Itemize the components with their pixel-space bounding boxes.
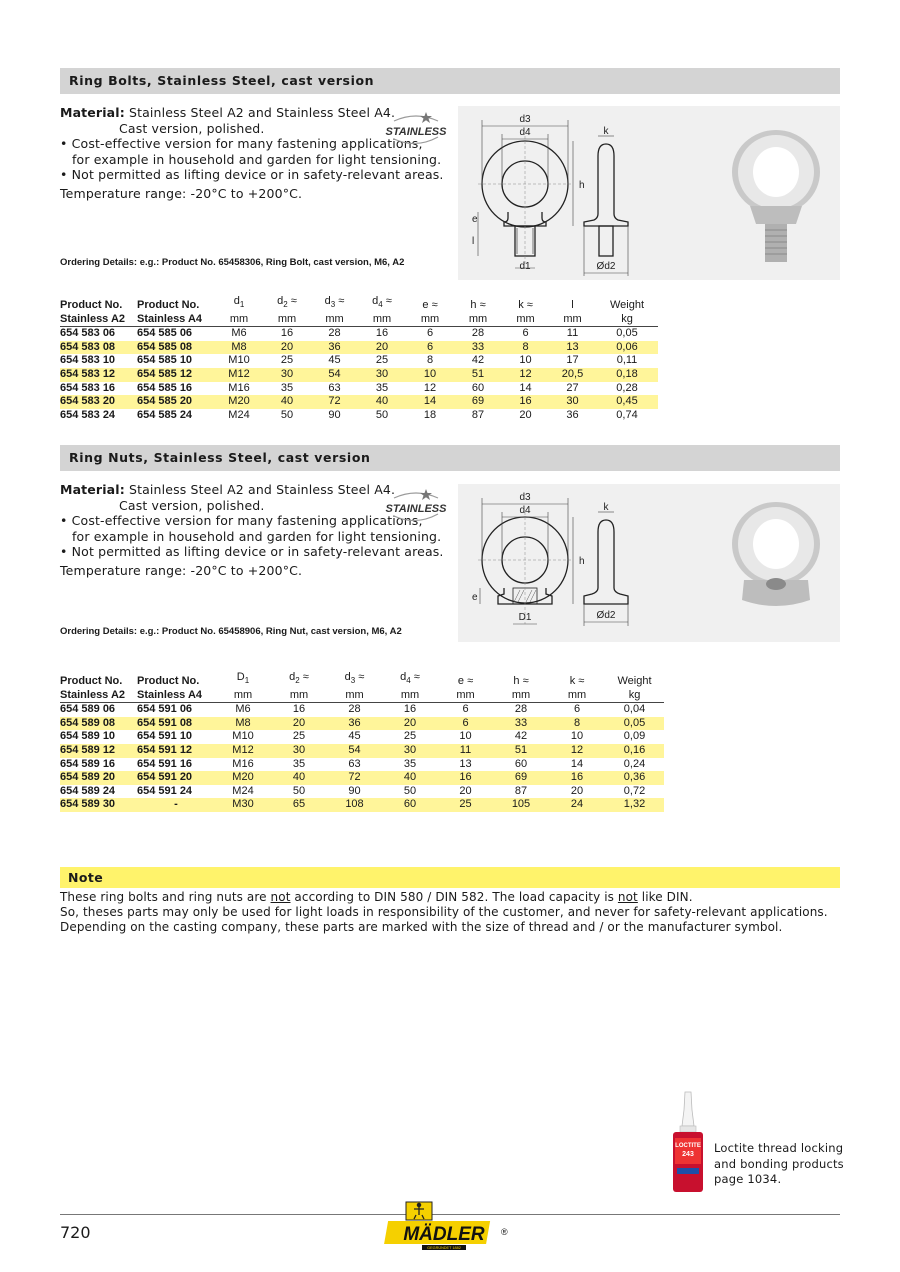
table-cell: 50 [292, 784, 306, 797]
table-cell: 654 583 08 [60, 341, 137, 355]
col-unit: mm [406, 312, 454, 327]
ring-bolts-title: Ring Bolts, Stainless Steel, cast version [69, 73, 375, 88]
col-unit: mm [263, 312, 311, 327]
table-cell: 14 [570, 757, 584, 770]
dim-e: e [472, 592, 478, 603]
col-unit: Stainless A2 [60, 312, 137, 327]
table-cell: 25 [438, 798, 493, 812]
table-cell: 654 591 06 [137, 703, 193, 716]
table-row [60, 744, 664, 758]
loctite-bottle-image[interactable] [668, 1090, 708, 1195]
table-cell: 30 [382, 744, 438, 758]
table-header-row [60, 294, 658, 312]
table-cell: 30 [263, 368, 311, 382]
col-header: Weight [617, 675, 652, 688]
table-row [60, 382, 658, 396]
table-cell: 33 [493, 717, 549, 731]
col-header: e ≈ [457, 675, 474, 688]
table-cell: 35 [403, 757, 417, 770]
table-cell: 72 [327, 771, 382, 785]
table-cell: 35 [292, 757, 306, 770]
table-cell: 42 [514, 730, 528, 743]
table-cell: M8 [215, 341, 263, 355]
maedler-logo-subtext: GEGRÜNDET 1882 [427, 1246, 461, 1251]
table-cell: 17 [566, 354, 579, 367]
table-cell: 0,45 [596, 395, 658, 409]
table-cell: 45 [348, 730, 361, 743]
loctite-page-link[interactable]: page 1034. [714, 1172, 782, 1186]
table-cell: 87 [471, 408, 485, 421]
table-cell: 0,74 [616, 408, 638, 421]
table-cell: 54 [327, 744, 382, 758]
page-number: 720 [60, 1223, 91, 1242]
table-cell: 0,36 [605, 771, 664, 785]
col-unit: Stainless A2 [60, 688, 137, 703]
col-header: k ≈ [569, 675, 585, 688]
table-cell: 10 [519, 354, 532, 367]
temperature-range: Temperature range: -20°C to +200°C. [60, 562, 303, 578]
table-cell: 10 [459, 730, 472, 743]
col-unit: mm [215, 688, 271, 703]
table-cell: 0,11 [616, 354, 638, 367]
table-cell: 87 [514, 784, 528, 797]
col-header: $D_1$ [236, 671, 250, 686]
dim-od2: Ød2 [596, 261, 616, 272]
table-cell: M10 [228, 354, 250, 367]
table-cell: 6 [438, 717, 493, 731]
table-cell: 14 [406, 395, 454, 409]
table-cell: 0,04 [623, 703, 646, 716]
note-line-1a: These ring bolts and ring nuts are [60, 890, 271, 904]
table-cell: 50 [403, 784, 417, 797]
loctite-line-2: and bonding products [714, 1156, 844, 1171]
loctite-line-1: Loctite thread locking [714, 1141, 844, 1155]
table-cell: 65 [271, 798, 327, 812]
col-unit: mm [549, 688, 605, 703]
table-row [60, 341, 658, 355]
bullet-2: Not permitted as lifting device or in safety-relevant areas. [71, 167, 444, 182]
col-header: Product No. [137, 299, 200, 312]
col-unit: mm [311, 312, 358, 327]
table-cell: 8 [426, 354, 434, 367]
col-header: h ≈ [470, 299, 486, 312]
table-cell: 6 [522, 327, 529, 340]
table-cell: 30 [549, 395, 596, 409]
table-cell: 654 589 08 [60, 717, 137, 731]
ring-nuts-title: Ring Nuts, Stainless Steel, cast version [69, 450, 371, 465]
table-cell: 0,72 [623, 784, 646, 797]
table-cell: 0,06 [596, 341, 658, 355]
table-cell: 16 [292, 703, 306, 716]
col-unit: mm [438, 688, 493, 703]
table-cell: 654 583 24 [60, 408, 116, 421]
stainless-logo-text: STAINLESS [385, 126, 447, 138]
table-cell: 20 [271, 717, 327, 731]
table-cell: M16 [232, 757, 254, 770]
table-cell: 60 [471, 381, 485, 394]
table-cell: 40 [358, 395, 406, 409]
table-cell: 105 [493, 798, 549, 812]
table-cell: 51 [454, 368, 502, 382]
table-cell: 20 [519, 408, 532, 421]
material-text: Stainless Steel A2 and Stainless Steel A4. [128, 482, 396, 497]
table-cell: 654 591 12 [137, 744, 215, 758]
table-header-row [60, 670, 664, 688]
table-cell: 25 [280, 354, 294, 367]
table-cell: M6 [231, 327, 247, 340]
table-row [60, 703, 664, 717]
table-cell: 16 [502, 395, 549, 409]
table-cell: 654 585 08 [137, 341, 215, 355]
dim-d3: d3 [519, 114, 531, 125]
table-cell: 16 [280, 327, 294, 340]
table-cell: 108 [327, 798, 382, 812]
table-cell: 0,09 [623, 730, 646, 743]
table-cell: 42 [471, 354, 485, 367]
col-header: $d_3$ ≈ [344, 671, 365, 686]
table-row [60, 327, 658, 341]
table-cell: 12 [502, 368, 549, 382]
table-cell: 12 [423, 381, 437, 394]
ring-bolts-section-header [60, 68, 840, 94]
dim-h: h [579, 556, 585, 567]
col-header: e ≈ [422, 299, 438, 312]
table-cell: 8 [502, 341, 549, 355]
col-header: $d_2$ ≈ [289, 671, 309, 686]
col-unit: mm [271, 688, 327, 703]
note-header [60, 867, 840, 888]
note-line-3: Depending on the casting company, these parts are marked with the size of thread and / or the manufacturer symbol. [60, 920, 783, 934]
table-cell: 6 [406, 341, 454, 355]
col-unit: mm [454, 312, 502, 327]
table-cell: 30 [271, 744, 327, 758]
table-cell: 27 [566, 381, 579, 394]
table-cell: 20 [263, 341, 311, 355]
dim-d1: d1 [519, 261, 531, 272]
table-cell: 0,05 [616, 327, 638, 340]
table-cell: 0,16 [605, 744, 664, 758]
table-cell: 25 [403, 730, 417, 743]
table-cell: 654 589 30 [60, 798, 137, 812]
stainless-logo [385, 111, 447, 147]
col-unit: mm [493, 688, 549, 703]
table-unit-row [60, 688, 664, 703]
table-cell: 28 [514, 703, 528, 716]
col-header: $d_4$ ≈ [372, 295, 392, 310]
bottle-number: 243 [682, 1151, 694, 1158]
table-cell: M12 [215, 368, 263, 382]
dim-k: k [603, 502, 609, 513]
table-cell: 654 591 08 [137, 717, 215, 731]
table-cell: 11 [438, 744, 493, 758]
table-cell: 654 583 12 [60, 368, 137, 382]
dim-d4: d4 [519, 127, 531, 138]
col-header: Product No. [60, 675, 123, 688]
table-cell: 63 [328, 381, 341, 394]
table-cell: 63 [348, 757, 361, 770]
table-row [60, 798, 664, 812]
table-cell: 654 591 24 [137, 784, 193, 797]
table-row [60, 730, 664, 744]
table-cell: 654 585 06 [137, 327, 193, 340]
col-unit: mm [549, 312, 596, 327]
table-cell: 20 [570, 784, 584, 797]
table-unit-row [60, 312, 658, 327]
bullet-1-cont: for example in household and garden for light tensioning. [72, 151, 442, 167]
ring-nut-diagram [458, 484, 840, 642]
table-cell: 60 [382, 798, 438, 812]
note-line-1c: like DIN. [637, 890, 693, 904]
table-cell: 1,32 [605, 798, 664, 812]
table-cell: 16 [375, 327, 389, 340]
col-header: Product No. [137, 675, 200, 688]
table-cell: M30 [215, 798, 271, 812]
ring-bolt-diagram [458, 106, 840, 280]
note-underline-not: not [270, 890, 291, 904]
dim-d3: d3 [519, 492, 531, 503]
dim-h: h [579, 180, 585, 191]
table-cell: 12 [549, 744, 605, 758]
table-cell: 69 [493, 771, 549, 785]
ring-nuts-ordering-details: Ordering Details: e.g.: Product No. 65458906, Ring Nut, cast version, M6, A2 [60, 626, 402, 637]
table-cell: 654 583 10 [60, 354, 116, 367]
table-cell: M10 [232, 730, 254, 743]
stainless-logo-text: STAINLESS [385, 503, 447, 515]
bullet-2: Not permitted as lifting device or in safety-relevant areas. [71, 544, 444, 559]
dim-od2: Ød2 [596, 610, 616, 621]
table-cell: 24 [549, 798, 605, 812]
table-cell: 654 591 16 [137, 757, 193, 770]
col-header: $d_3$ ≈ [324, 295, 345, 310]
table-cell: M6 [235, 703, 251, 716]
table-cell: 654 589 12 [60, 744, 137, 758]
col-unit: mm [502, 312, 549, 327]
table-cell: 25 [292, 730, 306, 743]
table-cell: 40 [271, 771, 327, 785]
table-cell: 36 [311, 341, 358, 355]
col-header: $d_1$ [233, 295, 245, 310]
col-header: l [571, 299, 574, 312]
table-cell: 35 [280, 381, 294, 394]
bullet-1: Cost-effective version for many fastening applications, [71, 136, 423, 151]
bottle-brand: LOCTITE [675, 1143, 701, 1149]
table-cell: M24 [228, 408, 250, 421]
table-cell: 36 [566, 408, 579, 421]
col-unit: mm [358, 312, 406, 327]
maedler-logo-text: MÄDLER [403, 1224, 485, 1245]
table-cell: M16 [228, 381, 250, 394]
table-cell: 16 [549, 771, 605, 785]
ring-bolt-photo [732, 130, 820, 262]
table-cell: 654 585 16 [137, 381, 193, 394]
table-cell: 25 [375, 354, 389, 367]
col-unit: mm [215, 312, 263, 327]
table-cell: 654 589 24 [60, 784, 116, 797]
bullet-1-cont: for example in household and garden for light tensioning. [72, 528, 442, 544]
col-header: k ≈ [518, 299, 533, 312]
table-cell: 654 583 20 [60, 395, 137, 409]
dim-D1: D1 [518, 612, 532, 623]
table-cell: 51 [493, 744, 549, 758]
table-cell: M12 [215, 744, 271, 758]
note-title: Note [68, 870, 104, 885]
dim-l: l [472, 236, 475, 247]
table-row [60, 409, 658, 423]
table-cell: 28 [328, 327, 341, 340]
table-cell: 0,05 [605, 717, 664, 731]
table-row [60, 758, 664, 772]
table-cell: 90 [348, 784, 361, 797]
table-cell: 13 [549, 341, 596, 355]
table-cell: 654 583 16 [60, 381, 116, 394]
table-cell: M8 [215, 717, 271, 731]
ring-nuts-table [60, 670, 664, 812]
table-cell: 16 [438, 771, 493, 785]
col-header: $d_2$ ≈ [277, 295, 297, 310]
table-row [60, 771, 664, 785]
ring-nuts-description: Material: Stainless Steel A2 and Stainless Steel A4. Cast version, polished. • Cost-effective version for many fastening applications, for example in household and garden for light tensioning. • Not permitted as lifting device or in safety-relevant areas. Temperature range: -20°C to +200°C. [60, 482, 444, 578]
col-unit: mm [327, 688, 382, 703]
table-cell: 72 [311, 395, 358, 409]
table-cell: 6 [462, 703, 469, 716]
table-cell: M24 [232, 784, 254, 797]
col-unit: mm [382, 688, 438, 703]
col-unit: Stainless A4 [137, 688, 215, 703]
table-cell: 20,5 [549, 368, 596, 382]
table-cell: 60 [514, 757, 528, 770]
loctite-reference[interactable] [714, 1141, 844, 1188]
col-unit: kg [596, 312, 658, 327]
table-cell: 20 [382, 717, 438, 731]
table-cell: 28 [348, 703, 361, 716]
material-text: Stainless Steel A2 and Stainless Steel A4. [128, 105, 396, 120]
ring-bolts-description: Material: Stainless Steel A2 and Stainless Steel A4. Cast version, polished. • Cost-effective version for many fastening applications, for example in household and garden for light tensioning. • Not permitted as lifting device or in safety-relevant areas. Temperature range: -20°C to +200°C. [60, 105, 444, 201]
bullet-1: Cost-effective version for many fastening applications, [71, 513, 423, 528]
table-cell: 10 [406, 368, 454, 382]
table-cell: 40 [263, 395, 311, 409]
table-cell: 654 589 16 [60, 757, 116, 770]
table-cell: 16 [403, 703, 417, 716]
dim-k: k [603, 126, 609, 137]
table-cell: 90 [328, 408, 341, 421]
table-cell: - [137, 798, 215, 812]
table-cell: 10 [570, 730, 584, 743]
table-cell: 8 [549, 717, 605, 731]
table-cell: 0,24 [623, 757, 646, 770]
registered-mark: ® [501, 1227, 508, 1237]
maedler-logo [392, 1199, 512, 1255]
material-text-2: Cast version, polished. [119, 497, 265, 513]
table-cell: 69 [454, 395, 502, 409]
table-cell: 33 [454, 341, 502, 355]
table-cell: 35 [375, 381, 389, 394]
note-underline-not: not [617, 890, 638, 904]
table-cell: 0,28 [616, 381, 638, 394]
table-row [60, 395, 658, 409]
ring-bolts-ordering-details: Ordering Details: e.g.: Product No. 65458306, Ring Bolt, cast version, M6, A2 [60, 257, 405, 268]
col-header: $d_4$ ≈ [400, 671, 420, 686]
ring-bolts-table [60, 294, 658, 422]
note-text [60, 890, 828, 935]
table-cell: 50 [280, 408, 294, 421]
table-cell: 654 589 10 [60, 730, 116, 743]
table-cell: 54 [311, 368, 358, 382]
temperature-range: Temperature range: -20°C to +200°C. [60, 185, 303, 201]
table-cell: 50 [375, 408, 389, 421]
col-header: Weight [609, 299, 645, 312]
table-cell: 20 [358, 341, 406, 355]
ring-nuts-section-header [60, 445, 840, 471]
table-cell: 40 [382, 771, 438, 785]
table-cell: 45 [328, 354, 341, 367]
stainless-logo [385, 488, 447, 524]
note-line-2: So, theses parts may only be used for light loads in responsibility of the customer, and never for safety-relevant applications. [60, 905, 828, 919]
table-cell: M20 [215, 771, 271, 785]
table-row [60, 354, 658, 368]
table-cell: 30 [358, 368, 406, 382]
table-cell: 654 585 12 [137, 368, 215, 382]
material-label: Material: [60, 482, 125, 497]
table-cell: 654 591 20 [137, 771, 215, 785]
col-header: h ≈ [513, 675, 529, 688]
table-row [60, 368, 658, 382]
col-unit: Stainless A4 [137, 312, 215, 327]
table-cell: M20 [215, 395, 263, 409]
table-cell: 0,18 [596, 368, 658, 382]
table-cell: 654 585 24 [137, 408, 193, 421]
table-cell: 18 [423, 408, 437, 421]
table-cell: 654 583 06 [60, 327, 116, 340]
table-row [60, 717, 664, 731]
table-row [60, 785, 664, 799]
table-cell: 654 585 20 [137, 395, 215, 409]
table-cell: 20 [459, 784, 472, 797]
table-cell: 13 [459, 757, 472, 770]
dim-e: e [472, 214, 478, 225]
col-header: Product No. [60, 299, 123, 312]
table-cell: 28 [471, 327, 485, 340]
table-cell: 36 [327, 717, 382, 731]
table-cell: 14 [519, 381, 532, 394]
col-unit: kg [605, 688, 664, 703]
table-cell: 654 589 20 [60, 771, 137, 785]
table-cell: 6 [426, 327, 434, 340]
table-cell: 654 589 06 [60, 703, 116, 716]
table-cell: 11 [566, 327, 579, 340]
material-text-2: Cast version, polished. [119, 120, 265, 136]
table-cell: 6 [573, 703, 581, 716]
ring-nut-photo [732, 502, 820, 606]
note-line-1b: according to DIN 580 / DIN 582. The load capacity is [290, 890, 618, 904]
material-label: Material: [60, 105, 125, 120]
dim-d4: d4 [519, 505, 531, 516]
table-cell: 654 591 10 [137, 730, 193, 743]
table-cell: 654 585 10 [137, 354, 193, 367]
